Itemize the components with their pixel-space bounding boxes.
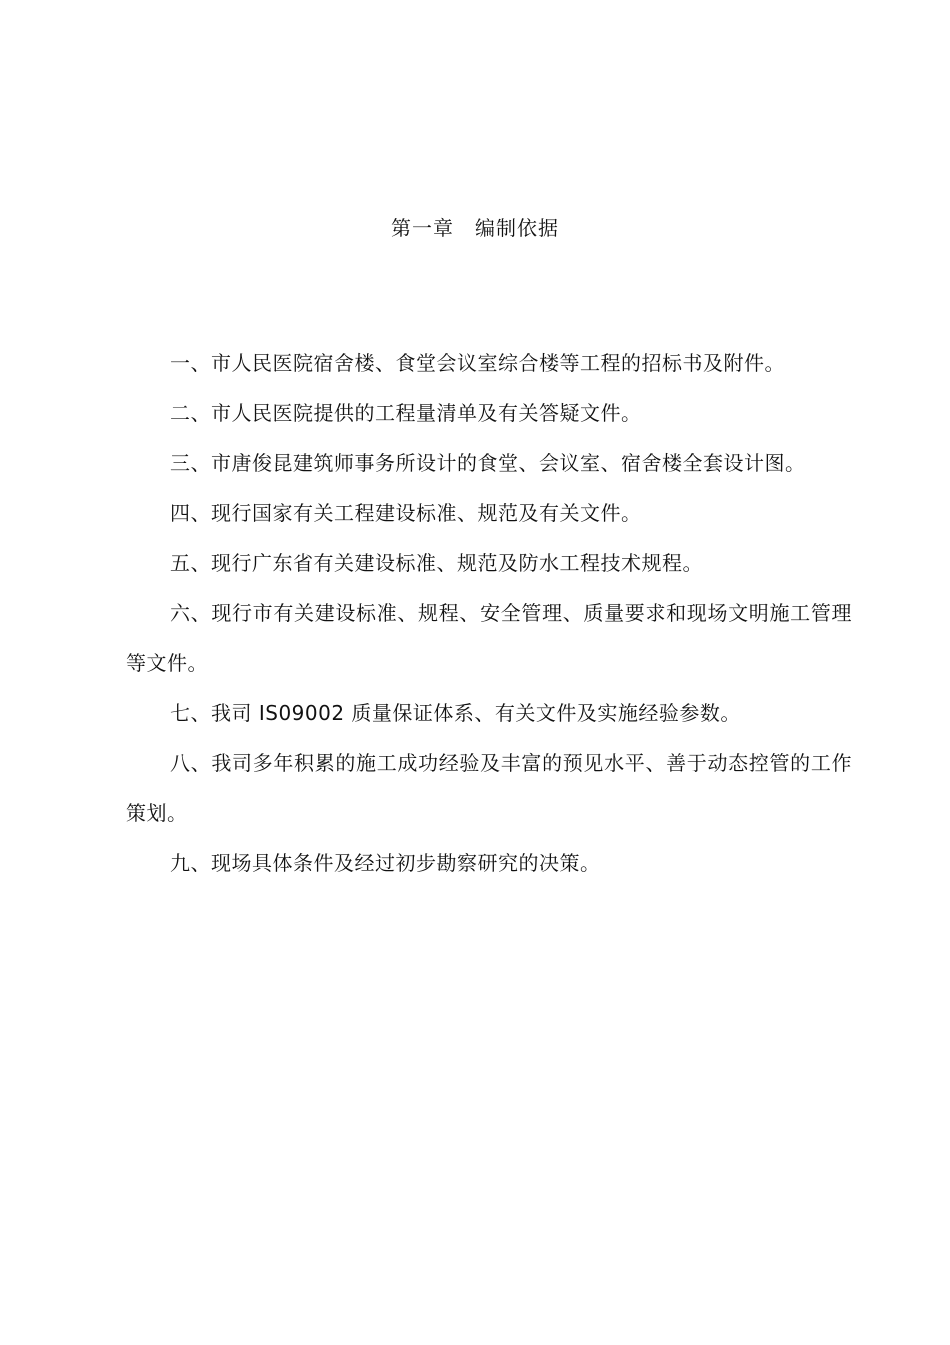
basis-item-6: 六、现行市有关建设标准、规程、安全管理、质量要求和现场文明施工管理等文件。 bbox=[126, 601, 852, 675]
basis-item-4: 四、现行国家有关工程建设标准、规范及有关文件。 bbox=[170, 501, 642, 525]
basis-item-5: 五、现行广东省有关建设标准、规范及防水工程技术规程。 bbox=[170, 551, 703, 575]
basis-item-8: 八、我司多年积累的施工成功经验及丰富的预见水平、善于动态控管的工作策划。 bbox=[126, 751, 852, 825]
basis-list bbox=[126, 338, 852, 888]
chapter-title: 第一章 编制依据 bbox=[391, 216, 559, 240]
basis-item-2: 二、市人民医院提供的工程量清单及有关答疑文件。 bbox=[170, 401, 642, 425]
basis-item-3: 三、市唐俊昆建筑师事务所设计的食堂、会议室、宿舍楼全套设计图。 bbox=[170, 451, 806, 475]
basis-item-9: 九、现场具体条件及经过初步勘察研究的决策。 bbox=[170, 851, 601, 875]
basis-item-7: 七、我司 IS09002 质量保证体系、有关文件及实施经验参数。 bbox=[170, 701, 741, 725]
basis-item-1: 一、市人民医院宿舍楼、食堂会议室综合楼等工程的招标书及附件。 bbox=[170, 351, 785, 375]
